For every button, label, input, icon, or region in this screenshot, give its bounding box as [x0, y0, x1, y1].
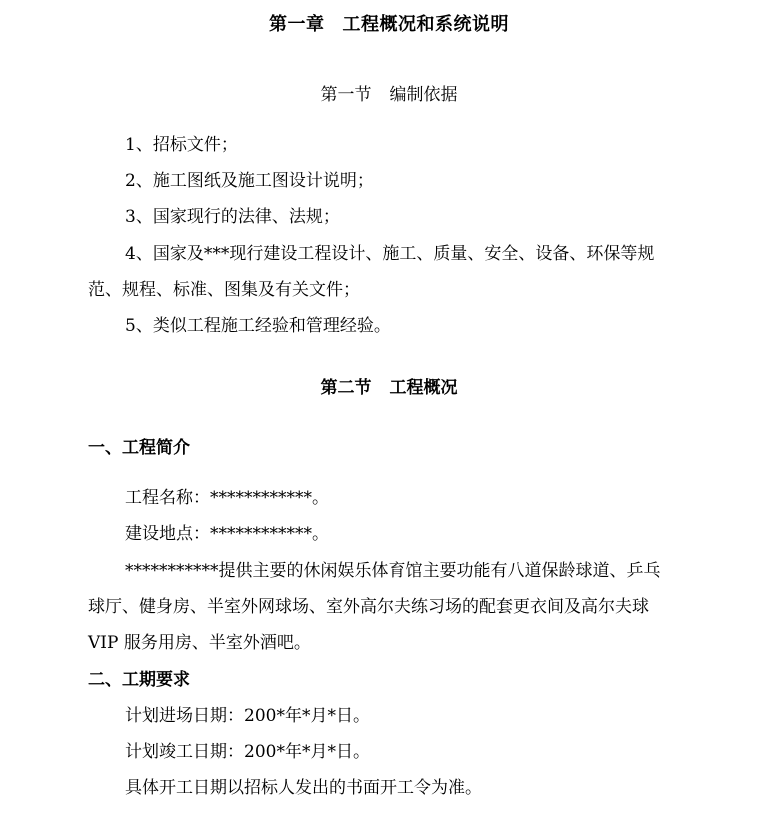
section-1-heading: [0, 84, 778, 106]
basis-item-5: 5、类似工程施工经验和管理经验。: [125, 316, 391, 336]
section-2-title: 工程概况: [389, 378, 458, 398]
section-1-number: 第一节: [320, 85, 372, 105]
section-2-number: 第二节: [320, 378, 372, 398]
basis-item-4-continued: 范、规程、标准、图集及有关文件；: [88, 280, 360, 300]
subheading-project-intro: 一、工程简介: [88, 438, 190, 458]
schedule-entry-line: 计划进场日期：200*年*月*日。: [125, 706, 370, 726]
schedule-completion-line: 计划竣工日期：200*年*月*日。: [125, 742, 370, 762]
basis-item-2: 2、施工图纸及施工图设计说明；: [125, 171, 374, 191]
basis-item-1: 1、招标文件；: [125, 135, 238, 155]
subheading-schedule: 二、工期要求: [88, 670, 190, 690]
chapter-number: 第一章: [269, 14, 325, 35]
project-description-line-1: ***********提供主要的休闲娱乐体育馆主要功能有八道保龄球道、乒乓: [125, 561, 661, 581]
project-description-line-2: 球厅、健身房、半室外网球场、室外高尔夫练习场的配套更衣间及高尔夫球: [88, 597, 649, 617]
project-location-line: 建设地点：************。: [125, 524, 329, 544]
basis-item-4: 4、国家及***现行建设工程设计、施工、质量、安全、设备、环保等规: [125, 244, 655, 264]
schedule-start-note: 具体开工日期以招标人发出的书面开工令为准。: [125, 778, 482, 798]
chapter-title: 工程概况和系统说明: [342, 14, 509, 35]
section-1-title: 编制依据: [389, 85, 458, 105]
basis-item-3: 3、国家现行的法律、法规；: [125, 207, 340, 227]
project-description-line-3: VIP 服务用房、半室外酒吧。: [88, 633, 311, 653]
section-2-heading: [0, 377, 778, 399]
project-name-line: 工程名称：************。: [125, 488, 329, 508]
chapter-heading: [0, 14, 778, 36]
